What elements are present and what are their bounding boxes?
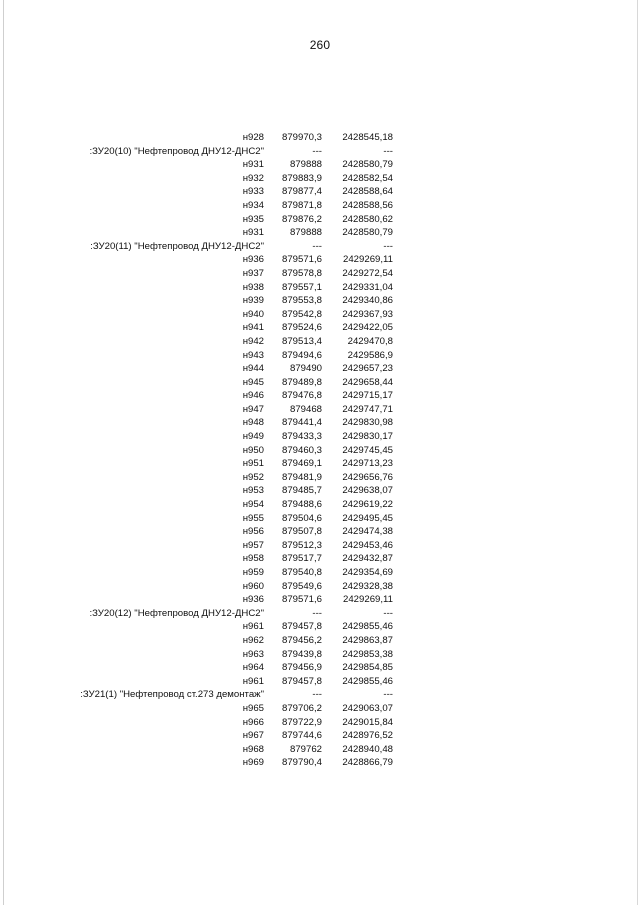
x-coordinate: 879439,8	[281, 648, 322, 660]
point-name: н938	[242, 281, 264, 293]
x-coordinate: 879468	[289, 403, 322, 415]
point-row	[0, 158, 640, 172]
point-row	[0, 185, 640, 199]
point-row	[0, 661, 640, 675]
x-coordinate: ---	[312, 689, 322, 701]
x-coordinate: 879706,2	[281, 702, 322, 714]
point-name: н945	[242, 376, 264, 388]
x-coordinate: 879549,6	[281, 580, 322, 592]
x-coordinate: 879488,6	[281, 499, 322, 511]
y-coordinate: 2429863,87	[342, 634, 393, 646]
section-header-row	[0, 607, 640, 621]
point-name: н950	[242, 444, 264, 456]
x-coordinate: 879970,3	[281, 132, 322, 143]
point-name: н928	[242, 132, 264, 143]
x-coordinate: 879542,8	[281, 308, 322, 320]
point-row	[0, 756, 640, 770]
point-name: н958	[242, 553, 264, 565]
x-coordinate: ---	[312, 145, 322, 157]
point-name: н965	[242, 702, 264, 714]
y-coordinate: 2429830,17	[342, 431, 393, 443]
point-name: н963	[242, 648, 264, 660]
x-coordinate: 879571,6	[281, 594, 322, 606]
y-coordinate: 2429432,87	[342, 553, 393, 565]
y-coordinate: 2429474,38	[342, 526, 393, 538]
point-name: н969	[242, 757, 264, 769]
point-name: н941	[242, 322, 264, 334]
point-name: н949	[242, 431, 264, 443]
y-coordinate: 2429715,17	[342, 390, 393, 402]
y-coordinate: 2429658,44	[342, 376, 393, 388]
x-coordinate: 879433,3	[281, 431, 322, 443]
section-title: :ЗУ20(10) "Нефтепровод ДНУ12-ДНС2"	[89, 145, 264, 157]
x-coordinate: 879871,8	[281, 199, 322, 211]
point-name: н943	[242, 349, 264, 361]
point-name: н951	[242, 458, 264, 470]
y-coordinate: 2428545,18	[342, 132, 393, 143]
point-name: н932	[242, 172, 264, 184]
x-coordinate: 879490	[289, 363, 322, 375]
point-row	[0, 226, 640, 240]
point-row	[0, 444, 640, 458]
y-coordinate: 2429328,38	[342, 580, 393, 592]
point-name: н946	[242, 390, 264, 402]
point-name: н952	[242, 471, 264, 483]
x-coordinate: 879883,9	[281, 172, 322, 184]
point-name: н966	[242, 716, 264, 728]
y-coordinate: 2429745,45	[342, 444, 393, 456]
point-row	[0, 131, 640, 145]
point-row	[0, 213, 640, 227]
point-row	[0, 253, 640, 267]
point-row	[0, 702, 640, 716]
point-name: н934	[242, 199, 264, 211]
x-coordinate: ---	[312, 607, 322, 619]
x-coordinate: 879557,1	[281, 281, 322, 293]
y-coordinate: 2428580,79	[342, 159, 393, 171]
point-row	[0, 743, 640, 757]
y-coordinate: ---	[383, 607, 393, 619]
y-coordinate: 2428976,52	[342, 730, 393, 742]
y-coordinate: 2429853,38	[342, 648, 393, 660]
x-coordinate: 879571,6	[281, 254, 322, 266]
y-coordinate: 2429272,54	[342, 267, 393, 279]
y-coordinate: 2429586,9	[347, 349, 393, 361]
point-name: н936	[242, 594, 264, 606]
point-row	[0, 335, 640, 349]
y-coordinate: 2429657,23	[342, 363, 393, 375]
x-coordinate: 879578,8	[281, 267, 322, 279]
point-name: н947	[242, 403, 264, 415]
x-coordinate: 879476,8	[281, 390, 322, 402]
point-name: н935	[242, 213, 264, 225]
point-row	[0, 498, 640, 512]
section-title: :ЗУ21(1) "Нефтепровод ст.273 демонтаж"	[80, 689, 264, 701]
point-row	[0, 675, 640, 689]
point-name: н967	[242, 730, 264, 742]
x-coordinate: 879494,6	[281, 349, 322, 361]
point-row	[0, 484, 640, 498]
point-row	[0, 281, 640, 295]
y-coordinate: 2429453,46	[342, 539, 393, 551]
x-coordinate: 879762	[289, 743, 322, 755]
section-header-row	[0, 240, 640, 254]
point-row	[0, 362, 640, 376]
x-coordinate: 879485,7	[281, 485, 322, 497]
point-name: н948	[242, 417, 264, 429]
y-coordinate: 2429747,71	[342, 403, 393, 415]
x-coordinate: 879441,4	[281, 417, 322, 429]
point-name: н959	[242, 567, 264, 578]
point-row	[0, 430, 640, 444]
point-row	[0, 512, 640, 526]
x-coordinate: 879507,8	[281, 526, 322, 538]
point-row	[0, 376, 640, 390]
y-coordinate: 2428588,56	[342, 199, 393, 211]
point-row	[0, 172, 640, 186]
point-name: н964	[242, 662, 264, 674]
point-row	[0, 321, 640, 335]
point-row	[0, 416, 640, 430]
section-title: :ЗУ20(12) "Нефтепровод ДНУ12-ДНС2"	[89, 607, 264, 619]
point-name: н960	[242, 580, 264, 592]
point-name: н944	[242, 363, 264, 375]
point-name: н957	[242, 539, 264, 551]
point-row	[0, 471, 640, 485]
y-coordinate: 2429619,22	[342, 499, 393, 511]
y-coordinate: 2428580,79	[342, 227, 393, 239]
y-coordinate: 2429855,46	[342, 675, 393, 687]
section-title: :ЗУ20(11) "Нефтепровод ДНУ12-ДНС2"	[90, 240, 264, 252]
point-name: н954	[242, 499, 264, 511]
point-name: н940	[242, 308, 264, 320]
y-coordinate: 2429854,85	[342, 662, 393, 674]
y-coordinate: 2429063,07	[342, 702, 393, 714]
x-coordinate: 879744,6	[281, 730, 322, 742]
point-row	[0, 403, 640, 417]
x-coordinate: 879888	[289, 227, 322, 239]
y-coordinate: 2428588,64	[342, 186, 393, 198]
point-name: н931	[242, 159, 264, 171]
point-row	[0, 389, 640, 403]
x-coordinate: 879876,2	[281, 213, 322, 225]
point-row	[0, 620, 640, 634]
x-coordinate: 879722,9	[281, 716, 322, 728]
x-coordinate: 879481,9	[281, 471, 322, 483]
x-coordinate: 879553,8	[281, 295, 322, 307]
point-name: н961	[242, 621, 264, 633]
y-coordinate: ---	[383, 145, 393, 157]
y-coordinate: 2429269,11	[343, 594, 393, 606]
point-row	[0, 294, 640, 308]
coordinate-table	[0, 131, 640, 770]
y-coordinate: 2429015,84	[342, 716, 393, 728]
point-name: н968	[242, 743, 264, 755]
point-row	[0, 267, 640, 281]
point-name: н955	[242, 512, 264, 524]
y-coordinate: 2429422,05	[342, 322, 393, 334]
y-coordinate: 2429354,69	[342, 567, 393, 578]
point-row	[0, 308, 640, 322]
x-coordinate: 879517,7	[281, 553, 322, 565]
x-coordinate: 879524,6	[281, 322, 322, 334]
y-coordinate: 2429656,76	[342, 471, 393, 483]
x-coordinate: 879469,1	[281, 458, 322, 470]
y-coordinate: 2429269,11	[343, 254, 393, 266]
point-row	[0, 552, 640, 566]
x-coordinate: 879513,4	[281, 335, 322, 347]
point-name: н937	[242, 267, 264, 279]
y-coordinate: 2429713,23	[342, 458, 393, 470]
point-name: н942	[242, 335, 264, 347]
x-coordinate: 879790,4	[281, 757, 322, 769]
x-coordinate: 879877,4	[281, 186, 322, 198]
y-coordinate: 2429331,04	[342, 281, 393, 293]
y-coordinate: ---	[383, 240, 393, 252]
x-coordinate: 879489,8	[281, 376, 322, 388]
point-row	[0, 580, 640, 594]
point-row	[0, 525, 640, 539]
point-row	[0, 566, 640, 580]
x-coordinate: 879456,9	[281, 662, 322, 674]
x-coordinate: 879457,8	[281, 621, 322, 633]
y-coordinate: 2429340,86	[342, 295, 393, 307]
point-name: н939	[242, 295, 264, 307]
point-name: н933	[242, 186, 264, 198]
x-coordinate: 879540,8	[281, 567, 322, 578]
point-name: н961	[242, 675, 264, 687]
x-coordinate: 879512,3	[281, 539, 322, 551]
page-number: 260	[309, 38, 331, 52]
point-row	[0, 539, 640, 553]
section-header-row	[0, 688, 640, 702]
point-name: н953	[242, 485, 264, 497]
y-coordinate: 2428582,54	[342, 172, 393, 184]
x-coordinate: 879888	[289, 159, 322, 171]
x-coordinate: 879504,6	[281, 512, 322, 524]
y-coordinate: 2429638,07	[342, 485, 393, 497]
y-coordinate: ---	[383, 689, 393, 701]
point-row	[0, 716, 640, 730]
point-name: н962	[242, 634, 264, 646]
y-coordinate: 2429367,93	[342, 308, 393, 320]
x-coordinate: ---	[312, 240, 322, 252]
y-coordinate: 2429830,98	[342, 417, 393, 429]
point-row	[0, 457, 640, 471]
point-name: н931	[242, 227, 264, 239]
y-coordinate: 2428866,79	[342, 757, 393, 769]
point-row	[0, 648, 640, 662]
x-coordinate: 879456,2	[281, 634, 322, 646]
point-row	[0, 349, 640, 363]
point-name: н956	[242, 526, 264, 538]
point-row	[0, 729, 640, 743]
y-coordinate: 2429855,46	[342, 621, 393, 633]
x-coordinate: 879457,8	[281, 675, 322, 687]
y-coordinate: 2428940,48	[342, 743, 393, 755]
point-row	[0, 593, 640, 607]
x-coordinate: 879460,3	[281, 444, 322, 456]
y-coordinate: 2429495,45	[342, 512, 393, 524]
y-coordinate: 2428580,62	[342, 213, 393, 225]
point-row	[0, 199, 640, 213]
section-header-row	[0, 145, 640, 159]
y-coordinate: 2429470,8	[347, 335, 393, 347]
point-name: н936	[242, 254, 264, 266]
point-row	[0, 634, 640, 648]
